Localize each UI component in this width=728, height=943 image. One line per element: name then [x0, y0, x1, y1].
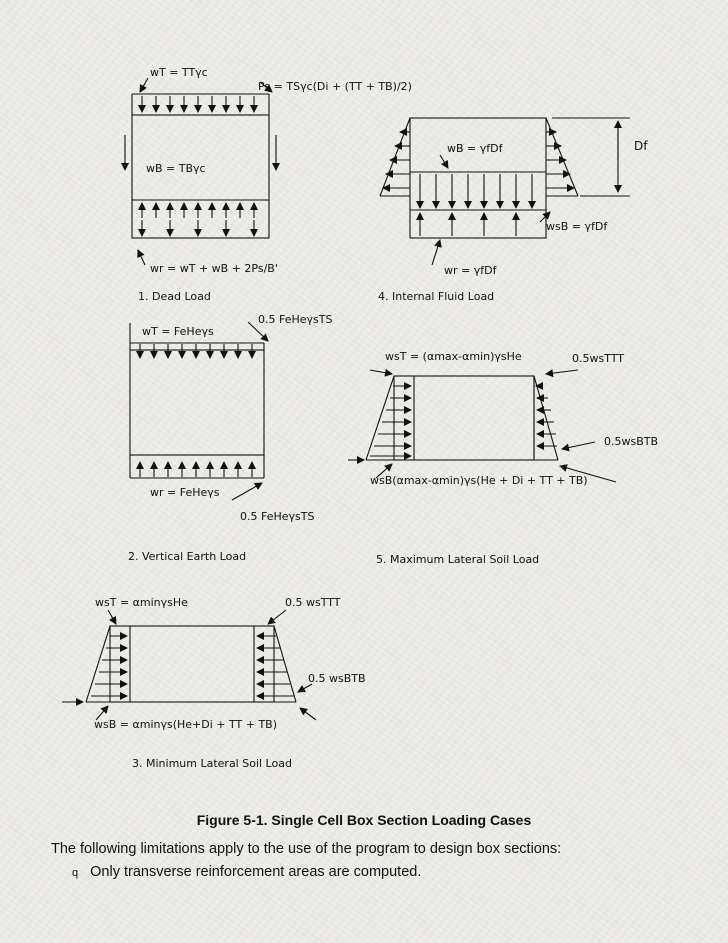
- vertical-earth-top-edge-label: 0.5 FeHeγsTS: [258, 313, 333, 326]
- max-lateral-top-edge-label: 0.5wsTTT: [572, 352, 624, 365]
- max-lateral-caption: 5. Maximum Lateral Soil Load: [376, 553, 540, 566]
- dead-load-wT-label: wT = TTγc: [150, 66, 208, 79]
- limitations-intro: The following limitations apply to the use of the program to design box sections:: [51, 841, 562, 857]
- vertical-earth-load-diagram: [130, 322, 268, 500]
- max-lateral-side-label: 0.5wsBTB: [604, 435, 659, 448]
- max-lateral-wsT-label: wsT = (αmax-αmin)γsHe: [385, 350, 522, 363]
- fluid-wsB-label: wsB = γfDf: [546, 220, 608, 233]
- max-lateral-wsB-label: wsB(αmax-αmin)γs(He + Di + TT + TB): [370, 474, 588, 487]
- min-lateral-top-edge-label: 0.5 wsTTT: [285, 596, 341, 609]
- max-lateral-soil-load-diagram: [348, 370, 616, 482]
- internal-fluid-load-diagram: [380, 118, 630, 265]
- limitation-text: Only transverse reinforcement areas are computed.: [90, 864, 422, 880]
- vertical-earth-wT-label: wT = FeHeγs: [142, 325, 214, 338]
- fluid-wB-label: wB = γfDf: [447, 142, 503, 155]
- dead-load-wr-label: wr = wT + wB + 2Ps/B': [150, 262, 278, 275]
- dead-load-wB-label: wB = TBγc: [146, 162, 206, 175]
- min-lateral-wsT-label: wsT = αminγsHe: [95, 596, 188, 609]
- min-lateral-caption: 3. Minimum Lateral Soil Load: [132, 757, 292, 770]
- vertical-earth-bottom-edge-label: 0.5 FeHeγsTS: [240, 510, 315, 523]
- figure-caption: Figure 5-1. Single Cell Box Section Loading Cases: [196, 812, 532, 828]
- min-lateral-side-label: 0.5 wsBTB: [308, 672, 366, 685]
- dead-load-ps-label: Ps = TSγc(Di + (TT + TB)/2): [258, 80, 412, 93]
- internal-fluid-caption: 4. Internal Fluid Load: [378, 290, 495, 303]
- vertical-earth-wr-label: wr = FeHeγs: [150, 486, 220, 499]
- fluid-wr-label: wr = γfDf: [444, 264, 497, 277]
- fluid-Df-label: Df: [634, 139, 648, 153]
- min-lateral-soil-load-diagram: [62, 610, 316, 720]
- bullet-marker: q: [72, 867, 79, 879]
- dead-load-caption: 1. Dead Load: [138, 290, 211, 303]
- limitation-list-item: [72, 864, 421, 880]
- min-lateral-wsB-label: wsB = αminγs(He+Di + TT + TB): [94, 718, 278, 731]
- vertical-earth-caption: 2. Vertical Earth Load: [128, 550, 247, 563]
